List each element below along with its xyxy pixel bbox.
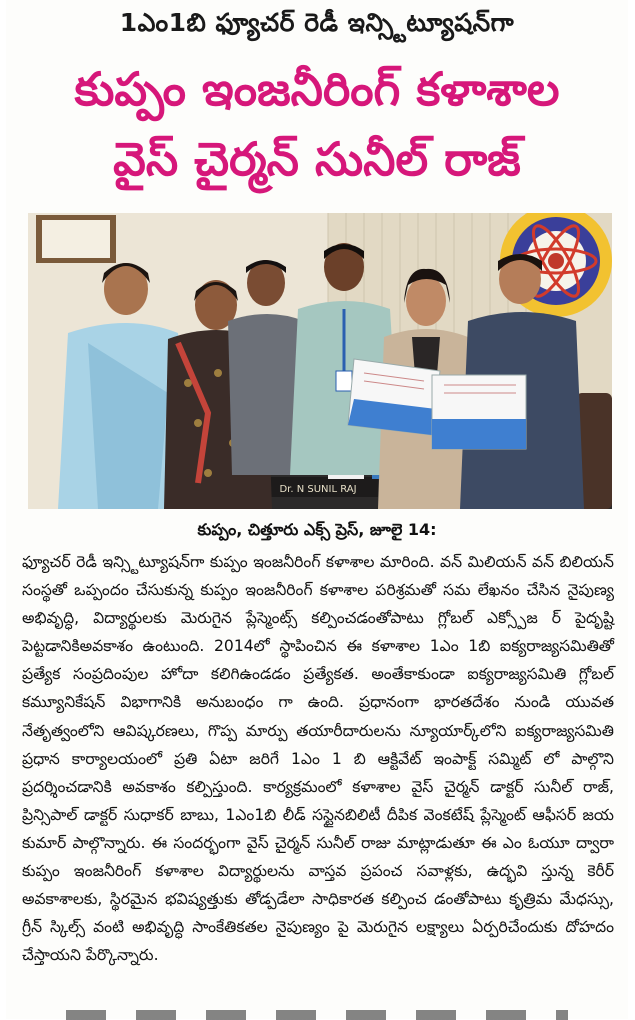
news-photo [28, 213, 612, 509]
newspaper-clipping [6, 0, 628, 1019]
nameplate-text: Dr. N SUNIL RAJ [279, 484, 357, 495]
headline-line-2: వైస్ చైర్మన్ సునీల్ రాజ్ [113, 132, 521, 186]
article-body: ఫ్యూచర్ రెడీ ఇన్స్టిట్యూషన్‌గా కుప్పం ఇంజనీరింగ్ కళాశాల మారింది. వన్ మిలియన్ వన్ బిలియన్ సంస్థతో ఒప్పందం చేసుకున్న కుప్పం ఇంజనీరింగ్ కళాశాల పరిశ్రమతో సమ లేఖనం చేసిన నైపుణ్య అభివృద్ధి, విద్యార్థులకు మెరుగైన ప్లేస్మెంట్స్ కల్పించడంతోపాటు గ్లోబల్ ఎక్స్పోజ ర్ పైదృష్టి పెట్టడానికిఅవకాశం ఉంటుంది. 2014లో స్థాపించిన ఈ కళాశాల 1ఎం 1బి ఐక్యరాజ్యసమితితో ప్రత్యేక సంప్రదింపుల హోదా కలిగిఉండడం ప్రత్యేకత. అంతేకాకుండా ఐక్యరాజ్యసమితి గ్లోబల్ కమ్యూనికేషన్ విభాగానికి అనుబంధం గా ఉంది. ప్రధానంగా భారతదేశం నుండి యువత నేతృత్వంలోని ఆవిష్కరణలు, గొప్ప మార్పు తయారీదారులను న్యూయార్క్‌లోని ఐక్యరాజ్యసమితి ప్రధాన కార్యాలయంలో ప్రతి ఏటా జరిగే 1ఎం 1 బి ఆక్టివేట్ ఇంపాక్ట్ సమ్మిట్ లో పాల్గొని ప్రదర్శించడానికి అవకాశం కల్పిస్తుంది. కార్యక్రమంలో కళాశాల వైస్ చైర్మన్ డాక్టర్ సునీల్ రాజ్, ప్రిన్సిపాల్ డాక్టర్ సుధాకర్ బాబు, 1ఎం1బి లీడ్ సస్టైనబిలిటీ దీపిక వెంకటేష్ ప్లేస్మెంట్ ఆఫీసర్ జయ కుమార్ పాల్గొన్నారు. ఈ సందర్భంగా వైస్ చైర్మన్ సునీల్ రాజు మాట్లాడుతూ ఈ ఎం ఓయూ ద్వారా కుప్పం ఇంజనీరింగ్ కళాశాల విద్యార్థులను వాస్తవ ప్రపంచ సవాళ్లకు, ఉద్భవి స్తున్న కెరీర్ అవకాశాలకు, స్థిరమైన భవిష్యత్తుకు తోడ్పడేలా సాధికారత కల్పించ డంతోపాటు కృత్రిమ మేధస్సు, గ్రీన్ స్కిల్స్ వంటి అభివృద్ధి సాంకేతికతల నైపుణ్యం పై మెరుగైన లక్ష్యాలు ఏర్పరిచేందుకు దోహదం చేస్తాయని పేర్కొన్నారు. [22, 553, 614, 965]
kicker-headline: 1ఎం1బి ఫ్యూచర్ రెడీ ఇన్స్టిట్యూషన్‌గా [119, 8, 515, 37]
photo-illustration [28, 213, 612, 509]
dateline: కుప్పం, చిత్తూరు ఎక్స్ ప్రెస్, జూలై 14: [197, 520, 437, 539]
headline-line-1: కుప్పం ఇంజనీరింగ్ కళాశాల [74, 62, 560, 116]
